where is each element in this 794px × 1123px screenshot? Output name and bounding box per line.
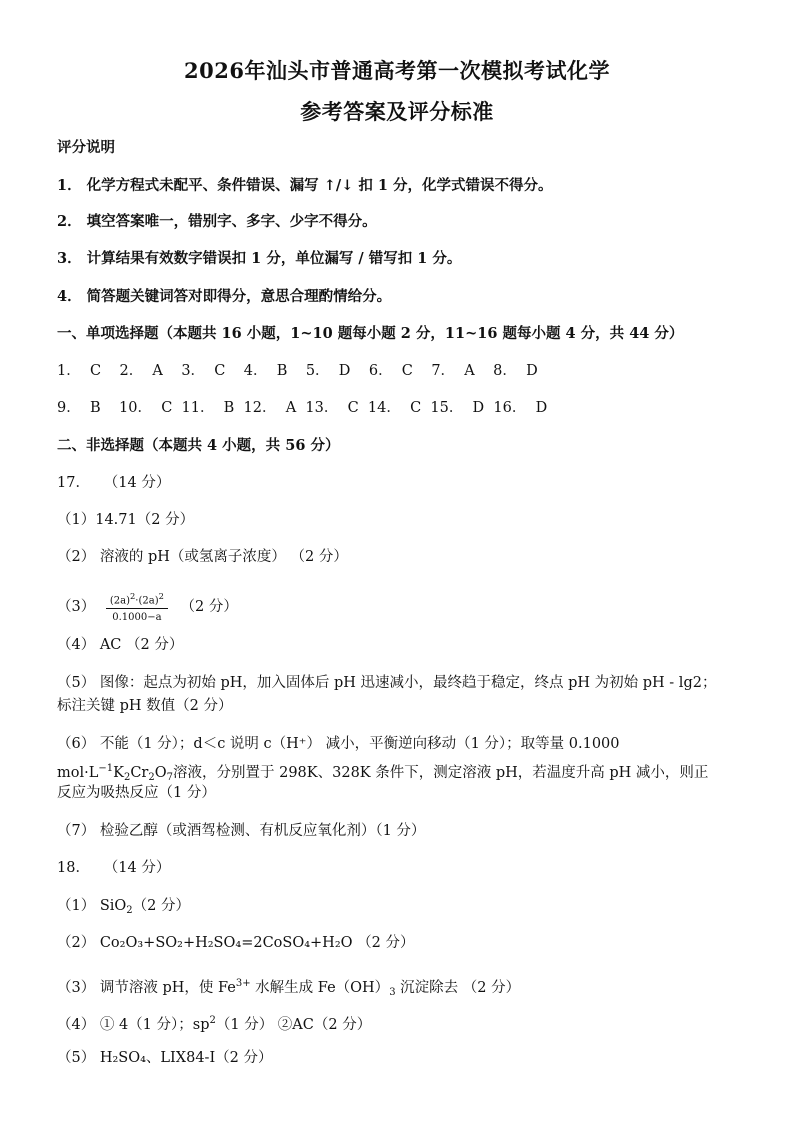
scoring-note-4: 4． 简答题关键词答对即得分，意思合理酌情给分。 [57,288,392,305]
q17-answer-2: （2） 溶液的 pH（或氢离子浓度） （2 分） [57,549,348,565]
q18-answer-5: （5） H₂SO₄、LIX84-I（2 分） [57,1050,273,1066]
document-title: 2026年汕头市普通高考第一次模拟考试化学 [184,58,610,83]
fraction-numerator: $(2a)^2\cdot(2a)^2$ [106,590,168,609]
mc-answers-row-1: 1． C 2． A 3． C 4． B 5． D 6． C 7． A 8． D [57,363,538,379]
mc-answers-row-2: 9． B 10． C 11． B 12． A 13． C 14． C 15． D 16． D [57,400,548,416]
q17-answer-5-line-2: 标注关键 pH 数值（2 分） [57,698,233,714]
q17-answer-6-line-3: 反应为吸热反应（1 分） [57,785,216,801]
q17-answer-6-line-2: $mol\cdot L^{-1}K_2Cr_2O_7$溶液，分别置于 298K、328K 条件下，测定溶液 pH，若温度升高 pH 减小，则正 [57,763,709,783]
scoring-note-3: 3． 计算结果有效数字错误扣 1 分，单位漏写 / 错写扣 1 分。 [57,250,462,267]
q17-answer-5-line-1: （5） 图像：起点为初始 pH，加入固体后 pH 迅速减小，最终趋于稳定，终点 pH 为初始 pH - lg2； [57,675,717,691]
q18-answer-1: （1） SiO$_2$（2 分） [57,898,191,916]
q18-answer-2: （2） Co₂O₃+SO₂+H₂SO₄=2CoSO₄+H₂O （2 分） [57,935,415,951]
section1-heading: 一、单项选择题（本题共 16 小题，1~10 题每小题 2 分，11~16 题每小题 4 分，共 44 分） [57,325,684,342]
fraction-denominator: 0.1000−a [112,612,162,624]
q17-answer-1: （1）14.71（2 分） [57,512,195,528]
q17-answer-3 [57,590,754,624]
equilibrium-constant-fraction [106,590,168,624]
scoring-note-1: 1． 化学方程式未配平、条件错误、漏写 ↑/↓ 扣 1 分，化学式错误不得分。 [57,177,553,194]
q17-answer-3-score: （2 分） [180,599,238,616]
q18-answer-4: （4） ① 4（1 分）；$sp^2(1$ 分） ②AC（2 分） [57,1015,372,1033]
scoring-notes-heading: 评分说明 [57,139,115,156]
q17-answer-6-line-1: （6） 不能（1 分）；d＜c 说明 c（H⁺） 减小，平衡逆向移动（1 分）；取等量 0.1000 [57,736,620,752]
q18-label: 18． （14 分） [57,860,171,876]
q17-answer-7: （7） 检验乙醇（或酒驾检测、有机反应氧化剂）（1 分） [57,823,426,839]
q17-answer-4: （4） AC （2 分） [57,637,184,653]
q18-answer-3: （3） 调节溶液 pH，使 $Fe^{3+}$ 水解生成 $Fe(OH)_3$ 沉淀除去 （2 分） [57,978,521,998]
q17-label: 17． （14 分） [57,475,171,491]
scoring-note-2: 2． 填空答案唯一，错别字、多字、少字不得分。 [57,213,377,230]
section2-heading: 二、非选择题（本题共 4 小题，共 56 分） [57,437,340,454]
q17-answer-3-prefix: （3） [57,599,96,616]
document-subtitle: 参考答案及评分标准 [300,99,494,124]
